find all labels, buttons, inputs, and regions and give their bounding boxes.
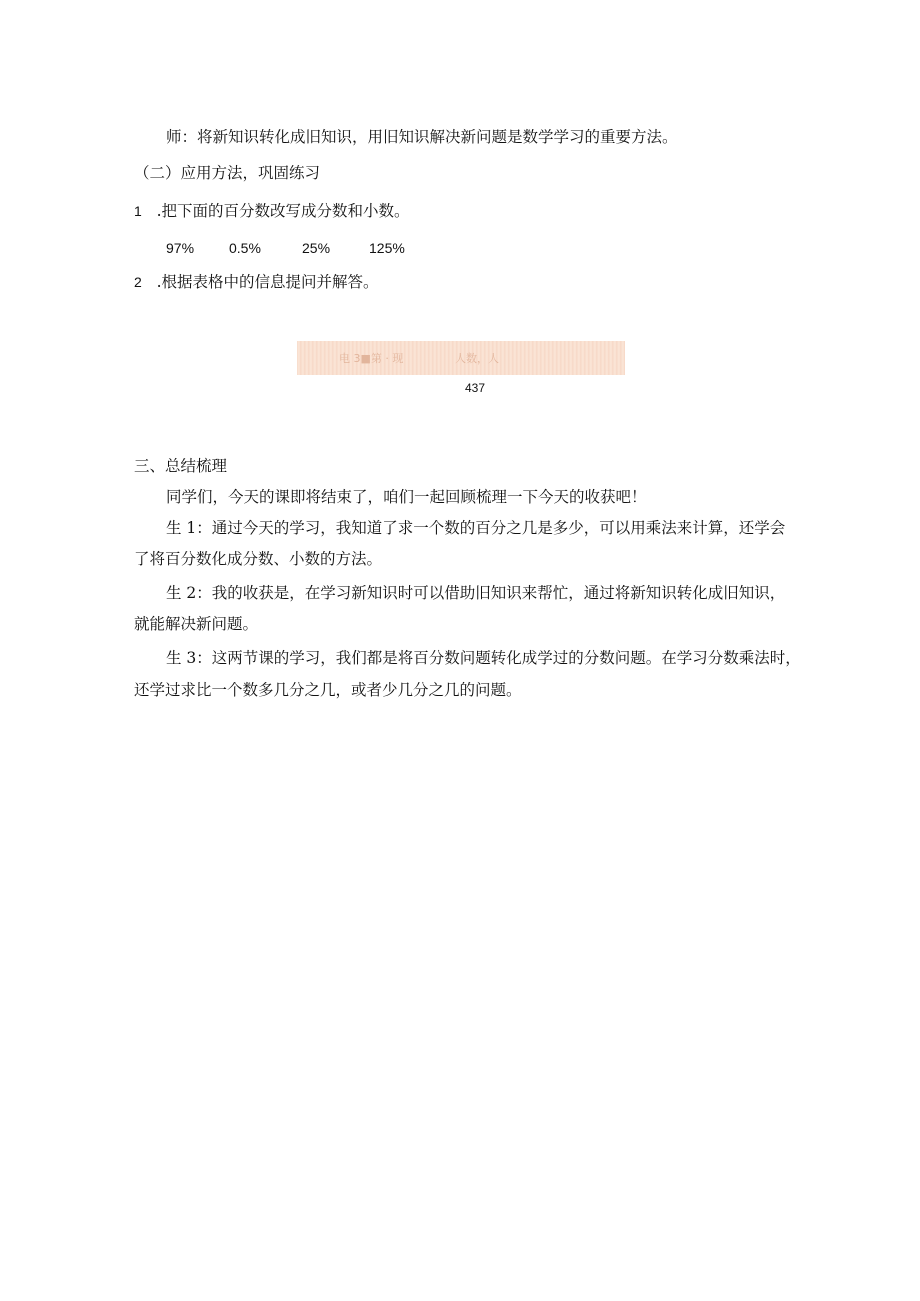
exercise-2-text: .根据表格中的信息提问并解答。 — [156, 273, 379, 291]
percentage-item: 25% — [302, 240, 331, 256]
percentage-item: 125% — [369, 240, 405, 256]
teacher-intro: 同学们，今天的课即将结束了，咱们一起回顾梳理一下今天的收获吧！ — [166, 488, 647, 506]
exercise-1-number: 1 — [134, 203, 142, 219]
student-1-line-1: 生 1：通过今天的学习，我知道了求一个数的百分之几是多少，可以用乘法来计算，还学会 — [166, 519, 786, 537]
table-image-right-label: 人数，人 — [455, 352, 499, 365]
table-image-left-label: 电 3■第 · 现 — [339, 352, 404, 365]
student-2-line-1: 生 2：我的收获是，在学习新知识时可以借助旧知识来帮忙，通过将新知识转化成旧知识， — [166, 584, 786, 602]
student-2-line-2: 就能解决新问题。 — [134, 615, 259, 633]
teacher-statement: 师：将新知识转化成旧知识，用旧知识解决新问题是数学学习的重要方法。 — [166, 128, 678, 146]
student-1-line-2: 了将百分数化成分数、小数的方法。 — [134, 550, 383, 568]
percentage-item: 97% — [166, 240, 195, 256]
student-3-line-1: 生 3：这两节课的学习，我们都是将百分数问题转化成学过的分数问题。在学习分数乘法时， — [166, 649, 801, 667]
section-heading-summary: 三、总结梳理 — [134, 457, 228, 475]
student-3-line-2: 还学过求比一个数多几分之几，或者少几分之几的问题。 — [134, 681, 522, 699]
exercise-1 — [134, 201, 410, 221]
exercise-2-number: 2 — [134, 274, 142, 290]
table-value: 437 — [465, 381, 486, 395]
exercise-2 — [134, 272, 379, 292]
section-heading-practice: （二）应用方法，巩固练习 — [134, 164, 321, 182]
exercise-1-text: .把下面的百分数改写成分数和小数。 — [156, 202, 410, 220]
data-table-image — [297, 341, 625, 375]
percentage-item: 0.5% — [229, 240, 261, 256]
